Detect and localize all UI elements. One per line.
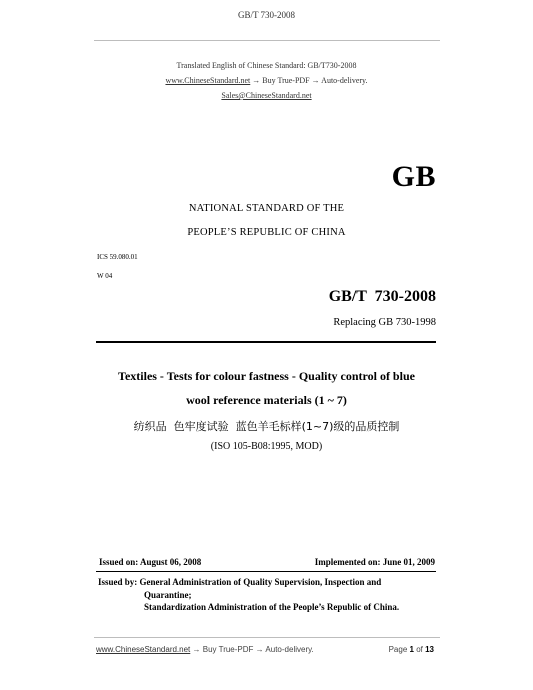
buy-text: → Buy True-PDF → Auto-delivery. bbox=[252, 76, 368, 85]
page-indicator bbox=[389, 645, 434, 654]
national-standard-line2: PEOPLE’S REPUBLIC OF CHINA bbox=[187, 227, 346, 238]
issued-by-line3: Standardization Administration of the People’s Republic of China. bbox=[144, 602, 400, 612]
page-footer bbox=[96, 645, 436, 657]
title-english-line1: Textiles - Tests for colour fastness - Quality control of blue bbox=[118, 369, 415, 383]
replacing-standard: Replacing GB 730-1998 bbox=[333, 317, 436, 328]
issued-by-label: Issued by: bbox=[98, 577, 138, 587]
page-label: Page bbox=[388, 645, 408, 654]
title-chinese: 纺织品 色牢度试验 蓝色羊毛标样(1~7)级的品质控制 bbox=[133, 420, 400, 433]
footer-site-link[interactable]: www.ChineseStandard.net bbox=[96, 645, 191, 654]
header-divider bbox=[94, 40, 440, 41]
email-line bbox=[0, 91, 533, 100]
footer-buy-text: → Buy True-PDF → Auto-delivery. bbox=[192, 645, 314, 654]
issuance-dates bbox=[97, 557, 435, 571]
iso-reference: (ISO 105-B08:1995, MOD) bbox=[210, 441, 323, 452]
issuance-divider bbox=[96, 571, 436, 572]
standard-number: GB/T 730-2008 bbox=[328, 288, 436, 305]
issued-by-line1: General Administration of Quality Supervision, Inspection and bbox=[139, 577, 382, 587]
issued-by-line2: Quarantine; bbox=[144, 589, 192, 600]
national-standard-line1: NATIONAL STANDARD OF THE bbox=[188, 203, 345, 214]
footer-divider bbox=[94, 637, 440, 638]
issued-by-block bbox=[98, 576, 399, 614]
page-current: 1 bbox=[409, 645, 414, 654]
purchase-line bbox=[0, 76, 533, 85]
gb-logo: GB bbox=[391, 160, 436, 193]
page-of: of bbox=[416, 645, 423, 654]
title-english-line2: wool reference materials (1 ~ 7) bbox=[186, 393, 347, 407]
page-total: 13 bbox=[425, 645, 434, 654]
translation-notice: Translated English of Chinese Standard: GB/T730-2008 bbox=[176, 61, 357, 70]
site-link[interactable]: www.ChineseStandard.net bbox=[165, 76, 251, 85]
issued-on: Issued on: August 06, 2008 bbox=[99, 557, 202, 567]
w-code: W 04 bbox=[97, 272, 113, 280]
implemented-on: Implemented on: June 01, 2009 bbox=[314, 557, 435, 567]
email-link[interactable]: Sales@ChineseStandard.net bbox=[221, 91, 312, 100]
title-divider bbox=[96, 341, 436, 343]
ics-code: ICS 59.080.01 bbox=[97, 253, 138, 261]
footer-purchase bbox=[96, 645, 314, 654]
running-header-title: GB/T 730-2008 bbox=[237, 10, 296, 20]
